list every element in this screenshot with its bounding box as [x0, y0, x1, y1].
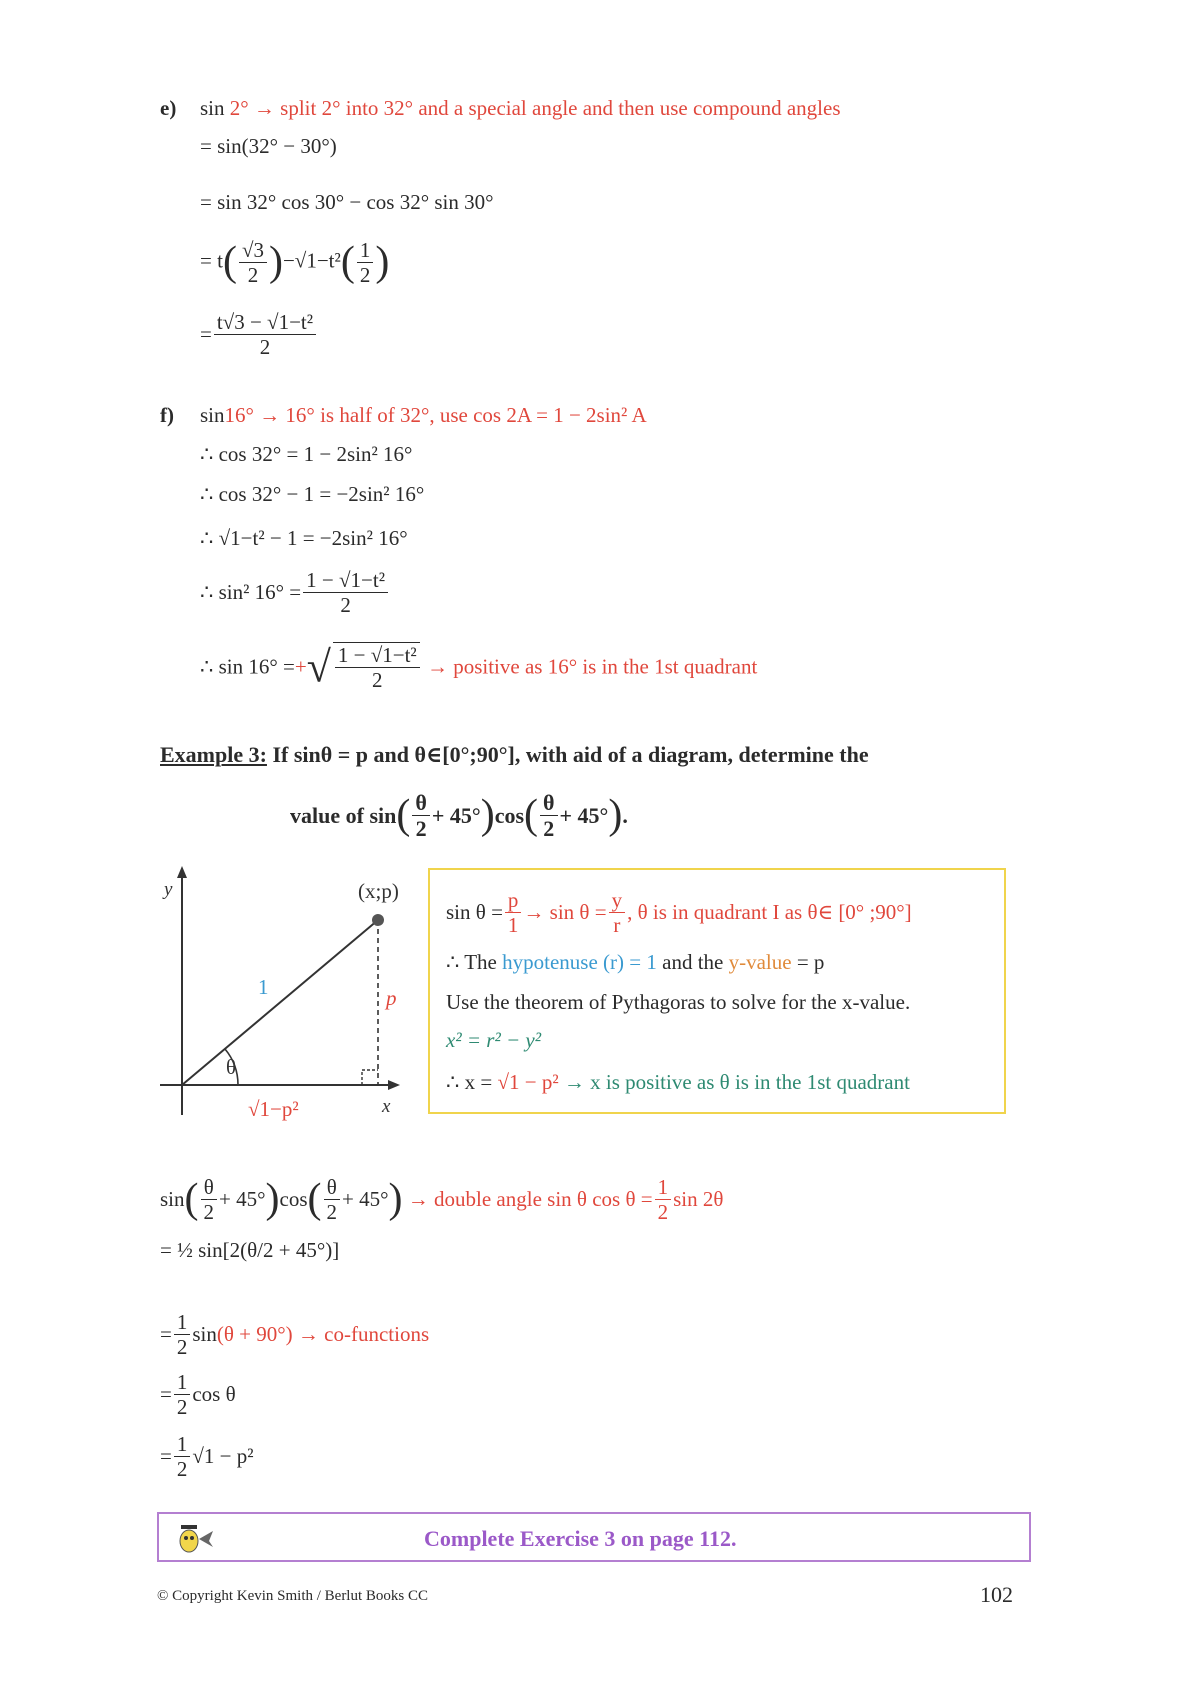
part-f-line4-prefix: ∴ sin² 16° =	[200, 580, 302, 605]
one3: 1	[174, 1310, 191, 1335]
infobox-y: y	[609, 888, 626, 913]
one-numerator: 1	[357, 238, 374, 263]
y-axis-label: y	[164, 879, 173, 900]
part-f-angle: 16°	[224, 403, 254, 427]
part-f-line5-denominator: 2	[372, 668, 383, 693]
sqrt3-numerator: √3	[239, 238, 267, 263]
infobox-line1	[446, 888, 912, 937]
part-f-line1: ∴ cos 32° = 1 − 2sin² 16°	[200, 442, 413, 466]
sol-two: 2	[203, 1200, 215, 1225]
part-f-line5-prefix: ∴ sin 16° =	[200, 654, 295, 679]
part-e-step3-mid: −√1−t²	[282, 248, 341, 273]
part-f-line2: ∴ cos 32° − 1 = −2sin² 16°	[200, 482, 425, 506]
part-f-line5: ∴ sin 16° =+√ $\frac{\text{1 − √1−t²}}{2}$ → positive as 16° is in the 1st quadrant	[200, 642, 758, 693]
theta-num: θ	[412, 790, 429, 816]
x-axis-arrow	[388, 1080, 400, 1090]
two-denominator-b: 2	[359, 263, 371, 288]
sol-theta-b: θ	[324, 1175, 340, 1200]
infobox-sqrt: √1 − p²	[497, 1070, 559, 1094]
right-angle-mark	[362, 1070, 378, 1085]
part-f-line4-numerator: 1 − √1−t²	[303, 568, 388, 593]
explanation-box	[428, 868, 1006, 1114]
solution-l3-note: → co-functions	[297, 1322, 430, 1347]
two-denominator: 2	[247, 263, 259, 288]
part-f-label: f)	[160, 403, 174, 427]
part-e-question	[200, 98, 841, 119]
solution-l3-a: sin	[192, 1322, 217, 1347]
solution-l1-mid: cos	[279, 1187, 308, 1212]
infobox-line1-b: , θ is in quadrant I as θ∈	[627, 900, 834, 925]
infobox-p: p	[505, 888, 522, 913]
infobox-line2-c: = p	[796, 950, 825, 974]
example3-heading: Example 3:	[160, 742, 267, 767]
part-f-question	[200, 405, 647, 426]
part-f-line5-note: → positive as 16° is in the 1st quadrant	[426, 654, 758, 679]
infobox-r-value: (r) = 1	[603, 950, 657, 974]
infobox-line5-a: ∴ x =	[446, 1070, 493, 1094]
part-e-label: e)	[160, 96, 177, 120]
copyright-text: © Copyright Kevin Smith / Berlut Books CC	[157, 1588, 428, 1604]
triangle-diagram	[150, 860, 420, 1125]
hypotenuse-line	[182, 920, 378, 1085]
part-e-step4-numerator: t√3 − √1−t²	[214, 310, 316, 335]
part-f-line4	[200, 568, 390, 617]
infobox-y-value: y-value	[728, 950, 792, 974]
example3-text2-prefix: value of sin	[290, 802, 397, 828]
part-e-step1: = sin(32° − 30°)	[200, 134, 337, 158]
point-marker	[372, 914, 384, 926]
solution-line4	[160, 1370, 236, 1419]
part-e-lead: sin	[200, 96, 225, 120]
solution-l1-note: → double angle sin θ cos θ =	[407, 1187, 653, 1212]
part-f-line5-sign: +	[294, 654, 307, 679]
infobox-line4: x² = r² − y²	[446, 1028, 542, 1052]
infobox-line1-a: sin θ =	[446, 900, 503, 925]
solution-line1: sin( $\frac{\theta}{2}$ + 45°)cos( $\frac{\theta}{2}$ + 45°) → double angle sin θ cos θ = $\frac{1}{2}$ sin 2θ	[160, 1175, 724, 1225]
part-e-angle: 2°	[229, 96, 249, 120]
infobox-line5-note: → x is positive as θ is in the 1st quadrant	[563, 1070, 910, 1094]
exercise-box	[157, 1512, 1031, 1562]
theta-num-b: θ	[540, 790, 557, 816]
infobox-line2-a: ∴ The	[446, 950, 497, 974]
plus45: + 45°	[431, 802, 481, 828]
sol-half-den: 2	[657, 1200, 669, 1225]
part-e-note: → split 2° into 32° and a special angle and then use compound angles	[253, 96, 841, 120]
two-den: 2	[415, 816, 427, 842]
example3-text1: If sinθ = p and θ∈[0°;90°], with aid of a diagram, determine the	[272, 742, 869, 767]
owl-mascot-icon	[175, 1519, 215, 1555]
sol-theta: θ	[201, 1175, 217, 1200]
solution-line2: = ½ sin[2(θ/2 + 45°)]	[160, 1238, 340, 1262]
two4: 2	[176, 1395, 188, 1420]
infobox-line5	[446, 1072, 910, 1093]
example3-question-line1	[160, 742, 869, 768]
part-e-step3: = t( $\frac{√3}{2}$ )−√1−t²( $\frac{1}{2}$ )	[200, 238, 390, 288]
point-label: (x;p)	[358, 879, 399, 903]
sol-half-num: 1	[655, 1175, 672, 1200]
sol-two-b: 2	[326, 1200, 338, 1225]
solution-l3-b: (θ + 90°)	[216, 1322, 293, 1347]
period: .	[622, 802, 628, 828]
part-f-line3: ∴ √1−t² − 1 = −2sin² 16°	[200, 526, 408, 550]
two3: 2	[176, 1335, 188, 1360]
one4: 1	[174, 1370, 191, 1395]
infobox-line2-b: and the	[662, 950, 724, 974]
part-f-note: → 16° is half of 32°, use cos 2A = 1 − 2sin² A	[259, 403, 647, 427]
infobox-hypotenuse: hypotenuse	[502, 950, 598, 974]
page-number: 102	[980, 1582, 1013, 1607]
sol-plus45-b: + 45°	[342, 1187, 389, 1212]
y-axis-arrow	[177, 866, 187, 878]
solution-l1-end: sin 2θ	[673, 1187, 724, 1212]
infobox-line2	[446, 952, 824, 973]
hypotenuse-label: 1	[258, 975, 269, 999]
angle-label: θ	[226, 1055, 237, 1079]
part-f-lead: sin	[200, 403, 225, 427]
solution-l5: √1 − p²	[192, 1444, 254, 1469]
two-den-b: 2	[543, 816, 555, 842]
two5: 2	[176, 1457, 188, 1482]
infobox-r: r	[613, 913, 621, 938]
solution-l4: cos θ	[192, 1382, 236, 1407]
part-e-step4: = $\frac{\text{t√3 − √1−t²}}{2}$	[200, 310, 318, 359]
part-e-step3-prefix: = t	[200, 248, 223, 273]
eq5: =	[160, 1444, 172, 1469]
part-e-step2: = sin 32° cos 30° − cos 32° sin 30°	[200, 190, 494, 214]
exercise-text: Complete Exercise 3 on page 112.	[424, 1526, 737, 1551]
infobox-line3: Use the theorem of Pythagoras to solve for the x-value.	[446, 990, 911, 1014]
adjacent-label: √1−p²	[248, 1097, 299, 1121]
example3-question-line2: value of sin( $\frac{\theta}{2}$ + 45°)cos( $\frac{\theta}{2}$ + 45°).	[290, 790, 628, 842]
eq3: =	[160, 1322, 172, 1347]
eq4: =	[160, 1382, 172, 1407]
solution-line5	[160, 1432, 254, 1481]
sol-plus45: + 45°	[219, 1187, 266, 1212]
part-f-line5-numerator: 1 − √1−t²	[335, 643, 420, 668]
infobox-one: 1	[507, 913, 519, 938]
solution-line3	[160, 1310, 429, 1359]
opposite-label: p	[386, 986, 397, 1010]
part-e-step4-denominator: 2	[259, 335, 271, 360]
solution-l1-prefix: sin	[160, 1187, 185, 1212]
part-f-line4-denominator: 2	[340, 593, 351, 618]
infobox-arrow: → sin θ =	[523, 900, 607, 925]
infobox-interval: [0° ;90°]	[838, 900, 912, 925]
one5: 1	[174, 1432, 191, 1457]
example3-text2-mid: cos	[494, 802, 525, 828]
plus45-b: + 45°	[559, 802, 609, 828]
x-axis-label: x	[382, 1096, 391, 1117]
